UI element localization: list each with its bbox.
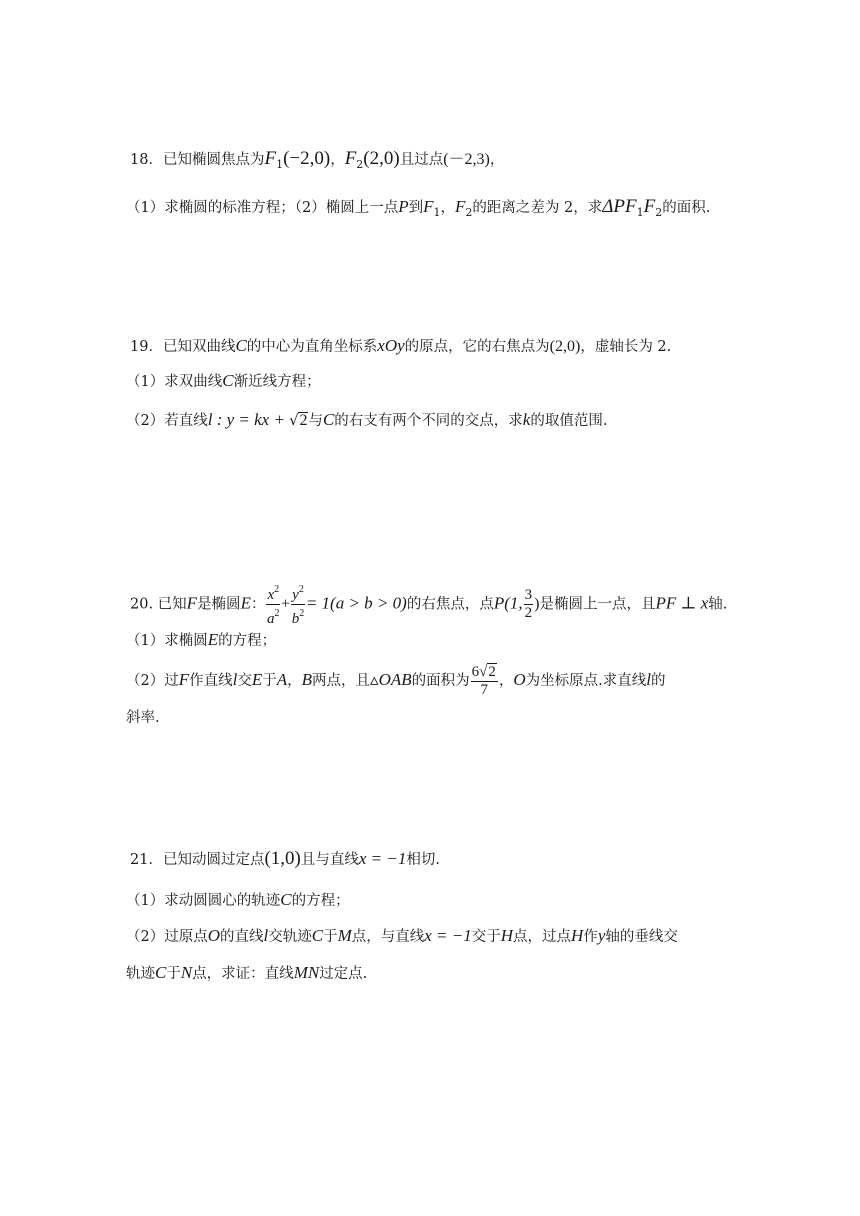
fraction-x2-a2: $\frac{x^2}{a^2}$: [266, 581, 280, 628]
q19-line2: （1）求双曲线C渐近线方程；: [126, 371, 321, 390]
fraction-6sqrt2-7: $\frac{6√2}{7}$: [471, 664, 496, 698]
q20-line2: （1）求椭圆E的方程；: [126, 630, 277, 649]
fraction-y2-b2: $\frac{y^2}{b^2}$: [291, 581, 305, 628]
q18-line1: 18．已知椭圆焦点为$F_1(-2,0)$，$F_2(2,0)$且过点(－2,3)，: [130, 148, 505, 171]
q19-line1: 19．已知双曲线C的中心为直角坐标系xOy的原点，它的右焦点为(2,0)，虚轴长为 2.: [130, 336, 672, 355]
q18-line2: （1）求椭圆的标准方程；（2）椭圆上一点P到$F_1$，$F_2$的距离之差为 2，求$\Delta PF_1F_2$的面积.: [126, 196, 711, 219]
q19-line3: （2）若直线l : y = kx + √2与C的右支有两个不同的交点，求k的取值范围.: [126, 410, 608, 429]
q21-line4: 轨迹C于N点，求证：直线MN过定点.: [126, 963, 368, 982]
sqrt-symbol: √: [289, 413, 299, 429]
fraction-3-2: $\frac{3}{2}$: [524, 587, 533, 621]
q20-line4: 斜率.: [126, 710, 160, 726]
q21-line2: （1）求动圆圆心的轨迹C的方程；: [126, 890, 350, 909]
q20-line3: （2）过F作直线l交E于A，B两点，且▵OAB的面积为 $\frac{6√2}{7}$ ，O为坐标原点.求直线l的: [126, 664, 666, 698]
q20-line1: 20. 已知F是椭圆E： $\frac{x^2}{a^2}$ + $\frac{y^2}{b^2}$ = 1(a > b > 0)的右焦点，点P(1, $\frac{3}{2}$ )是椭圆上一点，且PF ⊥ x轴.: [130, 581, 727, 628]
q21-line1: 21．已知动圆过定点(1,0)且与直线x = −1相切.: [130, 848, 440, 869]
q21-line3: （2）过原点O的直线l交轨迹C于M点，与直线x = −1交于H点，过点H作y轴的垂线交: [126, 926, 678, 945]
